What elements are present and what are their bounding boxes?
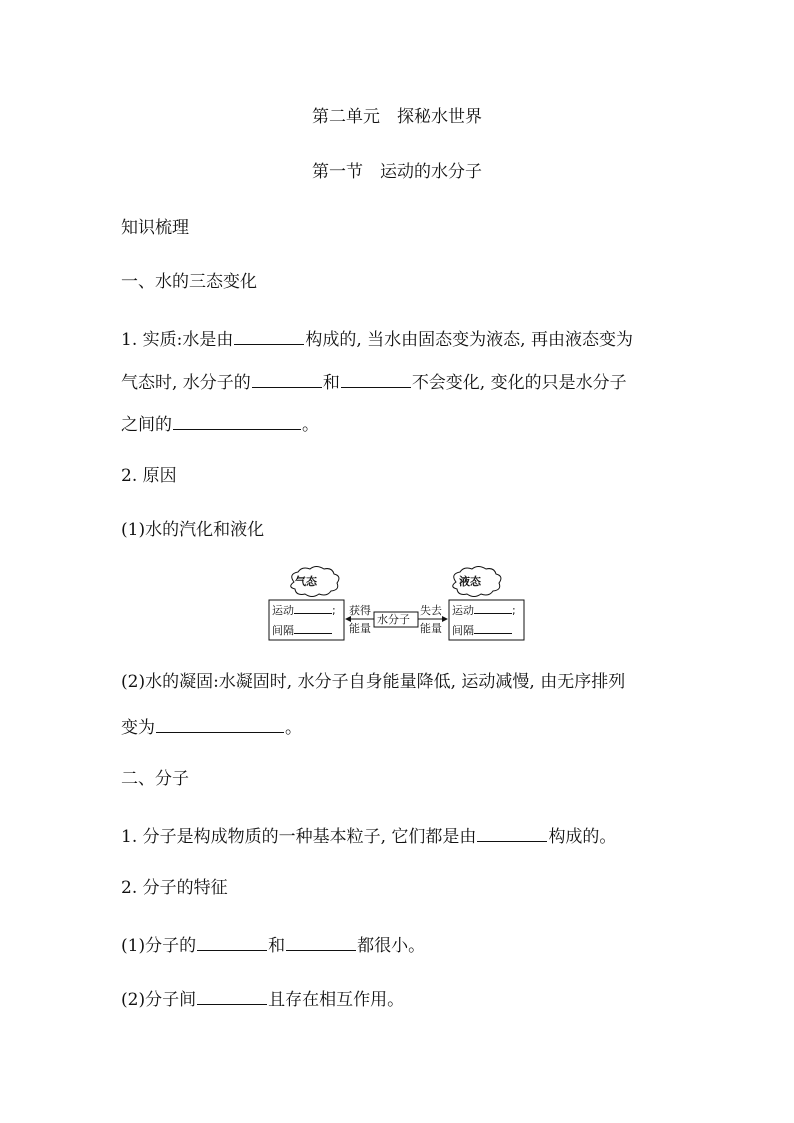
- q2-2-text-b: 且存在相互作用。: [268, 990, 405, 1010]
- part1-heading: 一、水的三态变化: [121, 272, 257, 292]
- p1-line1: [121, 326, 633, 351]
- left-arrow-top-label: 获得: [349, 604, 371, 617]
- right-arrow-top-label: 失去: [420, 604, 442, 617]
- right-motion-blank[interactable]: [474, 603, 512, 614]
- q2-1-text-c: 都很小。: [357, 936, 426, 956]
- left-motion-blank[interactable]: [294, 603, 332, 614]
- part2-heading: 二、分子: [121, 769, 189, 789]
- p2-2-line1: (2)水的凝固:水凝固时, 水分子自身能量降低, 运动减慢, 由无序排列: [121, 672, 626, 692]
- left-motion-label: 运动: [272, 604, 294, 617]
- right-arrow-bottom-label: 能量: [420, 622, 442, 635]
- answer-blank-1[interactable]: [234, 326, 304, 345]
- p1-text-b: 构成的, 当水由固态变为液态, 再由液态变为: [305, 330, 633, 350]
- answer-blank-5[interactable]: [156, 714, 284, 733]
- left-arrow-bottom-label: 能量: [349, 622, 371, 635]
- center-label: 水分子: [377, 613, 410, 626]
- p1-text-d: 和: [322, 373, 340, 393]
- left-motion-end: ;: [332, 604, 336, 617]
- q2-1-text-b: 和: [268, 936, 286, 956]
- q1-text-b: 构成的。: [548, 827, 617, 847]
- answer-blank-4[interactable]: [173, 411, 301, 430]
- left-gap-blank[interactable]: [294, 623, 332, 634]
- p2-1-heading: (1)水的汽化和液化: [121, 520, 265, 540]
- q2-2-line: [121, 986, 404, 1011]
- section-title: 第一节 运动的水分子: [312, 162, 482, 182]
- answer-blank-6[interactable]: [477, 823, 547, 842]
- unit-title: 第二单元 探秘水世界: [312, 107, 482, 127]
- p1-line3: [121, 411, 319, 436]
- right-cloud-label: 液态: [459, 575, 481, 588]
- right-gap-row: [452, 623, 512, 637]
- q2-2-text-a: (2)分子间: [121, 990, 197, 1010]
- right-motion-end: ;: [512, 604, 516, 617]
- right-motion-row: [452, 603, 516, 617]
- left-gap-row: [272, 623, 332, 637]
- right-gap-blank[interactable]: [474, 623, 512, 634]
- q2-heading: 2. 分子的特征: [121, 878, 228, 898]
- right-motion-label: 运动: [452, 604, 474, 617]
- q1-line: [121, 823, 616, 848]
- p1-text-f: 之间的: [121, 415, 172, 435]
- p2-heading: 2. 原因: [121, 466, 177, 486]
- knowledge-heading: 知识梳理: [121, 218, 189, 238]
- p2-2-line2: [121, 714, 302, 739]
- p2-2-text-b: 变为: [121, 718, 155, 738]
- q2-1-line: [121, 932, 425, 957]
- right-gap-label: 间隔: [452, 624, 474, 637]
- p1-text-e: 不会变化, 变化的只是水分子: [411, 373, 627, 393]
- left-cloud-label: 气态: [295, 575, 317, 588]
- p1-text-g: 。: [302, 415, 319, 435]
- answer-blank-2[interactable]: [252, 369, 322, 388]
- left-motion-row: [272, 603, 336, 617]
- answer-blank-3[interactable]: [341, 369, 411, 388]
- p1-line2: [121, 369, 627, 394]
- p2-2-text-c: 。: [285, 718, 302, 738]
- answer-blank-7[interactable]: [197, 932, 267, 951]
- p1-text-a: 1. 实质:水是由: [121, 330, 234, 350]
- answer-blank-9[interactable]: [197, 986, 267, 1005]
- answer-blank-8[interactable]: [286, 932, 356, 951]
- p1-text-c: 气态时, 水分子的: [121, 373, 251, 393]
- q1-text-a: 1. 分子是构成物质的一种基本粒子, 它们都是由: [121, 827, 477, 847]
- water-state-diagram: [268, 566, 526, 642]
- q2-1-text-a: (1)分子的: [121, 936, 197, 956]
- left-gap-label: 间隔: [272, 624, 294, 637]
- right-arrowhead: [442, 616, 448, 622]
